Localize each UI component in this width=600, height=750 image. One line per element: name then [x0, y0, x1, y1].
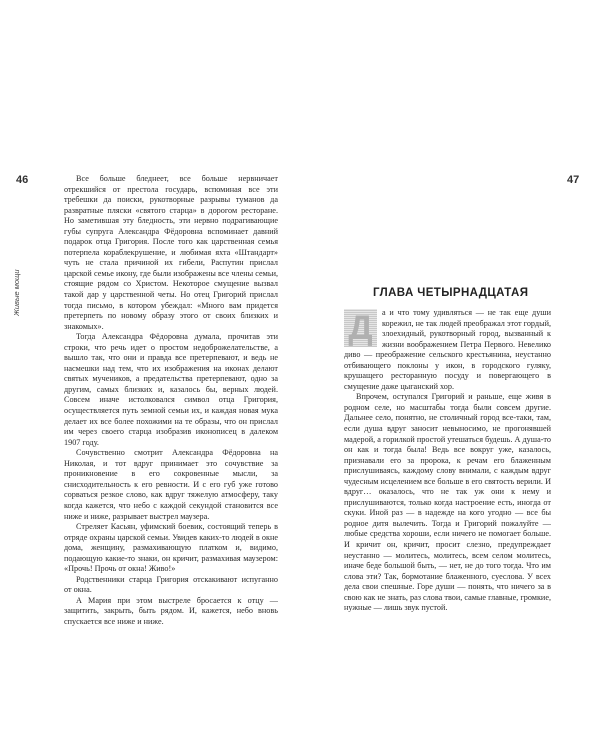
first-paragraph: [344, 308, 551, 392]
paragraph: А Мария при этом выстреле бросается к отцу — защитить, закрыть, быть рядом. И, кажется, небо вновь спускается все ниже и ниже.: [64, 595, 278, 626]
page-number-left: 46: [16, 174, 29, 186]
paragraph: Тогда Александра Фёдоровна думала, прочитав эти строки, что речь идет о простом недоброжелательстве, а вышло так, что они и правда все претерпевают, и ведь не насмешки над тем, что их изображения на иконах делают святых мучеников, а предательства претерпевают, одно за другим, самых близких и, казалось бы, верных людей. Совсем иначе истолковался символ отца Григория, осуществляется путь земной семьи их, и каждая новая мука делает их все более похожими на те образы, что он прислал им через своего старца изобразив иконописец в далеком 1907 году.: [64, 332, 278, 447]
paragraph: Сочувственно смотрит Александра Фёдоровна на Николая, и тот вдруг принимает это сочувствие за проникновение в его сокровенные мысли, за снисходительность к его ревности. И с его губ уже готово сорваться резкое слово, как вдруг тяжелую атмосферу, таку когда кажется, что небо с каждой секундой становится все ниже и ниже, разрывает выстрел маузера.: [64, 448, 278, 521]
paragraph: Впрочем, оступался Григорий и раньше, еще живя в родном селе, но масштабы тогда были совсем другие. Дальнее село, понятно, не столичный город все-таки, там, если душа вдруг заносит невыносимо, не прогонявшей мадерой, а горилкой простой утешаться будешь. А душа-то он как и тогда была! Ведь все вокруг уже, казалось, признавали его за пророка, к речам его блаженным прислушиваясь, каждому слову внимали, с каждым вдруг чудесным исцелением все больше в его святость верили. И вдруг… оказалось, что не так уж они к нему и прислушиваются, только когда настроение есть, иногда от скуки. Иной раз — в надежде на кого угодно — все бы родное дитя вылечить. Тогда и Григорий пожалуйте — любые средства хороши, если ничего не помогает больше. И кричит он, кричит, просит слезно, предупреждает неустанно — молитесь, молитесь, всем селом молитесь, иначе беде большой быть, — нет, не до того тогда. Что им слова эти? Так, бормотание блаженного, суеслова. У всех дела свои спешные. Горе души — понять, что ничего за в свою как не знать, раз слова твои, самые главные, громкие, нужные — лишь звук пустой.: [344, 392, 551, 613]
running-head-text: Живые мощи: [12, 269, 21, 316]
page-number-right: 47: [567, 174, 580, 186]
right-page-text: [344, 308, 551, 614]
running-head: [10, 198, 24, 318]
paragraph: Родственники старца Григория отскакивают испуганно от окна.: [64, 574, 278, 595]
paragraph-text: а и что тому удивляться — не так еще души корежил, не так людей преображал этот гордый, злоехидный, рукотворный город, вызванный к жизни воображением Петра Первого. Невелико диво — преображение сельского крестьянина, неустанно отбивающего поклоны у икон, в городского гуляку, крушащего ресторанную посуду и повергающего в смущение даже цыганский хор.: [344, 308, 551, 391]
left-page-text: [64, 174, 278, 628]
drop-cap: Д: [344, 309, 377, 347]
chapter-title: ГЛАВА ЧЕТЫРНАДЦАТАЯ: [373, 287, 529, 299]
paragraph: Все больше бледнеет, все больше нервничает отрекшийся от престола государь, вспоминая все эти требешки да поиски, рукотворные разрывы туманов да развратные пляски «святого старца» в дорогом ресторане. Но заметившая эту бледность, эти нервно подрагивающие губы супруга Александра Фёдоровна вспоминает давний подарок отца Григория. После того как царственная семья потерпела кораблекрушение, и любимая яхта «Штандарт» чуть не стала причиной их гибели, Распутин прислал царской семье икону, где были изображены все члены семьи, стоящие рядом со Христом. Некоторое смущение вызвал такой дар у царственной четы. Но отец Григорий прислал тогда письмо, в котором убеждал: «Много вам придется претерпеть по новому образу этого от своих близких и знакомых».: [64, 174, 278, 331]
paragraph: Стреляет Касьян, уфимский боевик, состоящий теперь в отряде охраны царской семьи. Увидев каких-то людей в окне дома, женщину, размахивающую платком и, видимо, подающую какие-то знаки, он кричит, размахивая маузером: «Прочь! Прочь от окна! Живо!»: [64, 522, 278, 574]
